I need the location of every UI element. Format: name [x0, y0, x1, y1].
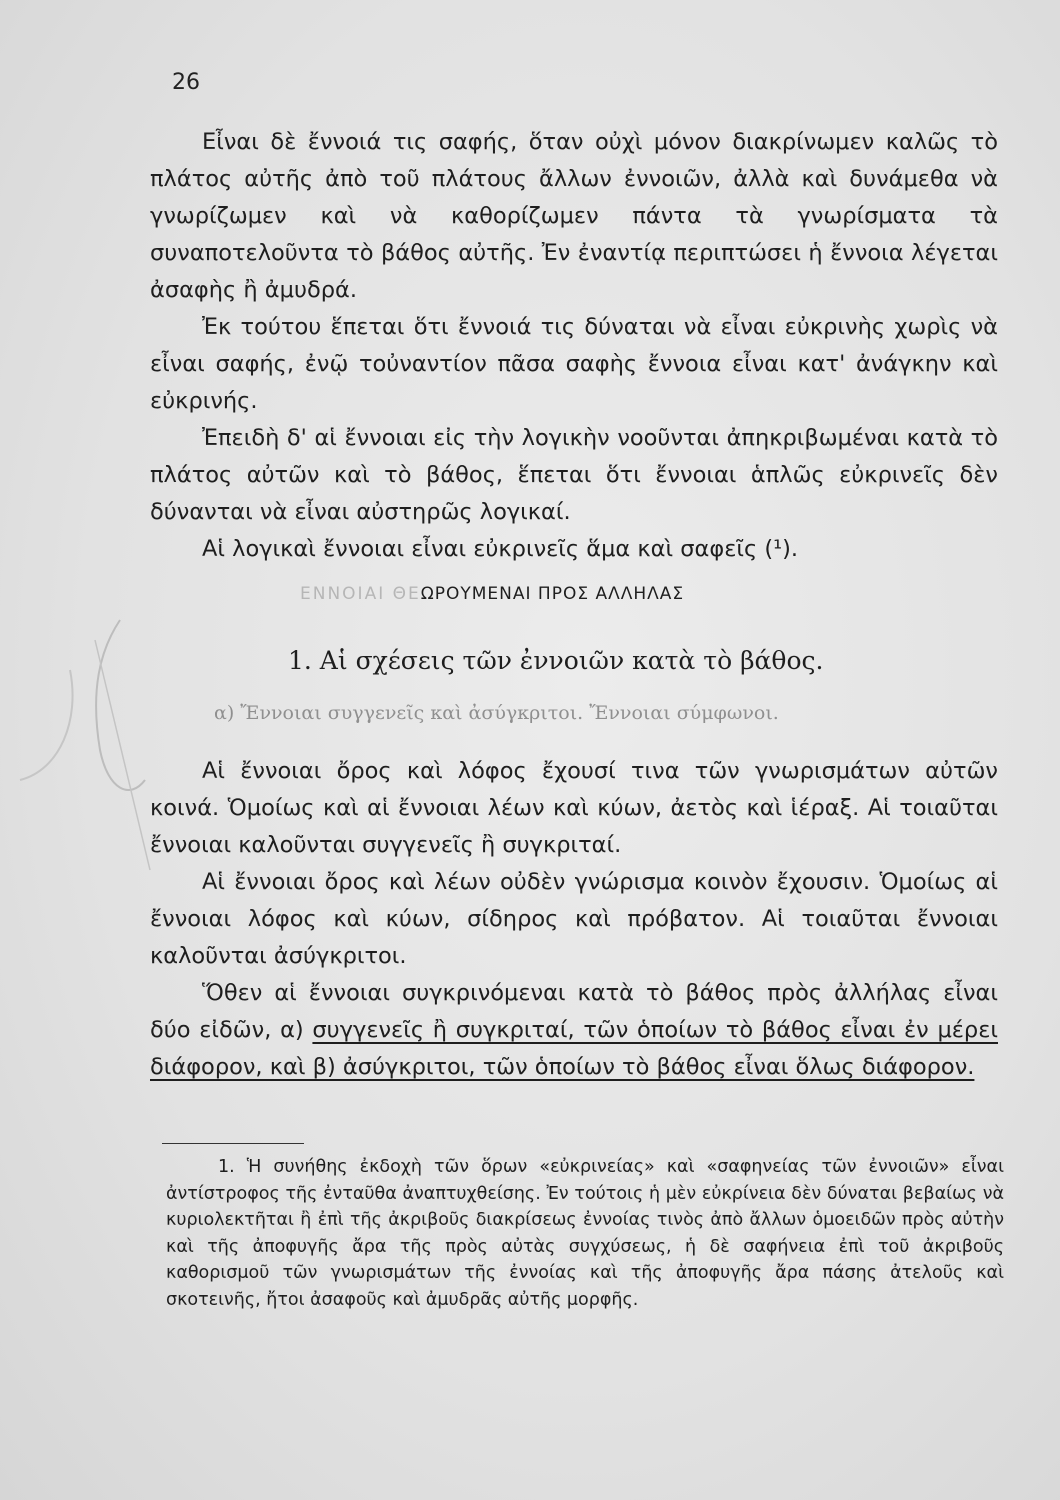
paragraph-conclusion: [150, 975, 998, 1086]
section-title: 1. Αἱ σχέσεις τῶν ἐννοιῶν κατὰ τὸ βάθος.: [288, 646, 824, 675]
chapter-heading-text: ΩΡΟΥΜΕΝΑΙ ΠΡΟΣ ΑΛΛΗΛΑΣ: [420, 584, 685, 604]
underlined-text: συγγενεῖς ἢ συγκριταί, τῶν ὁποίων τὸ βάθος εἶναι ἐν μέρει διάφορον, καὶ β) ἀσύγκριτοι, τῶν ὁποίων τὸ βάθος εἶναι ὅλως διάφορον.: [150, 1017, 998, 1080]
paragraph: Αἱ ἔννοιαι ὄρος καὶ λέων οὐδὲν γνώρισμα κοινὸν ἔχουσιν. Ὁμοίως αἱ ἔννοιαι λόφος καὶ κύων, σίδηρος καὶ πρόβατον. Αἱ τοιαῦται ἔννοιαι καλοῦνται ἀσύγκριτοι.: [150, 869, 998, 969]
subsection-title: α) Ἔννοιαι συγγενεῖς καὶ ἀσύγκριτοι. Ἔννοιαι σύμφωνοι.: [214, 702, 779, 724]
paragraph: Ἐπειδὴ δ' αἱ ἔννοιαι εἰς τὴν λογικὴν νοοῦνται ἀπηκριβωμέναι κατὰ τὸ πλάτος αὐτῶν καὶ τὸ βάθος, ἕπεται ὅτι ἔννοιαι ἁπλῶς εὐκρινεῖς δὲν δύνανται νὰ εἶναι αὐστηρῶς λογικαί.: [150, 425, 998, 525]
chapter-heading: [300, 584, 900, 604]
top-text-block: [150, 124, 998, 568]
footnote-divider: [162, 1143, 304, 1144]
footnote: 1. Ἡ συνήθης ἐκδοχὴ τῶν ὅρων «εὐκρινείας» καὶ «σαφηνείας τῶν ἐννοιῶν» εἶναι ἀντίστροφος τῆς ἐνταῦθα ἀναπτυχθείσης. Ἐν τούτοις ἡ μὲν εὐκρίνεια δὲν δύναται βεβαίως νὰ κυριολεκτῆται ἢ ἐπὶ τῆς ἀκριβοῦς διακρίσεως ἐννοίας τινὸς ἀπὸ ἄλλων ὁμοειδῶν πρὸς αὐτὴν καὶ τῆς ἀποφυγῆς ἄρα τῆς πρὸς αὐτὰς συγχύσεως, ἡ δὲ σαφήνεια ἐπὶ τοῦ ἀκριβοῦς καθορισμοῦ τῶν γνωρισμάτων τῆς ἐννοίας καὶ τῆς ἀποφυγῆς ἄρα πάσης ἀτελοῦς καὶ σκοτεινῆς, ἤτοι ἀσαφοῦς καὶ ἀμυδρᾶς αὐτῆς μορφῆς.: [166, 1157, 1004, 1310]
conclusion-text: Ὅθεν αἱ ἔννοιαι συγκρινόμεναι κατὰ τὸ βάθος πρὸς ἀλλήλας εἶναι δύο εἰδῶν, α): [150, 980, 998, 1043]
paragraph: Αἱ λογικαὶ ἔννοιαι εἶναι εὐκρινεῖς ἅμα καὶ σαφεῖς (¹).: [202, 536, 799, 562]
pencil-mark-drawing: [0, 580, 160, 880]
paragraph: Εἶναι δὲ ἔννοιά τις σαφής, ὅταν οὐχὶ μόνον διακρίνωμεν καλῶς τὸ πλάτος αὐτῆς ἀπὸ τοῦ πλάτους ἄλλων ἐννοιῶν, ἀλλὰ καὶ δυνάμεθα νὰ γνωρίζωμεν καὶ νὰ καθορίζωμεν πάντα τὰ γνωρίσματα τὰ συναποτελοῦντα τὸ βάθος αὐτῆς. Ἐν ἐναντίᾳ περιπτώσει ἡ ἔννοια λέγεται ἀσαφὴς ἢ ἀμυδρά.: [150, 129, 998, 303]
paragraph: Ἐκ τούτου ἕπεται ὅτι ἔννοιά τις δύναται νὰ εἶναι εὐκρινὴς χωρὶς νὰ εἶναι σαφής, ἐνῷ τοὐναντίον πᾶσα σαφὴς ἔννοια εἶναι κατ' ἀνάγκην καὶ εὐκρινής.: [150, 314, 998, 414]
page-number: 26: [172, 70, 200, 95]
handwritten-heading-prefix: ΕΝΝΟΙΑΙ ΘΕ: [300, 584, 421, 604]
paragraph: Αἱ ἔννοιαι ὄρος καὶ λόφος ἔχουσί τινα τῶν γνωρισμάτων αὐτῶν κοινά. Ὁμοίως καὶ αἱ ἔννοιαι λέων καὶ κύων, ἀετὸς καὶ ἱέραξ. Αἱ τοιαῦται ἔννοιαι καλοῦνται συγγενεῖς ἢ συγκριταί.: [150, 758, 998, 858]
bottom-text-block: [150, 753, 998, 1086]
